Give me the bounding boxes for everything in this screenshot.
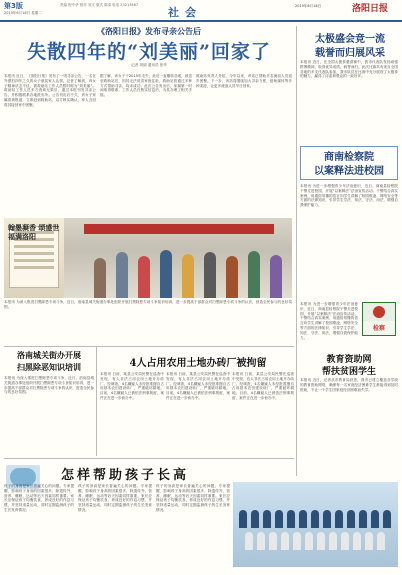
issue-date: 2019年6月18日 星期二	[4, 11, 42, 15]
right-meta: 2019年6月18日	[295, 4, 322, 8]
article-5-body: 本报讯 近日，记者从市教育局获悉，我市已建立覆盖各学段的教育资助网络，确保每一名家庭经济困难学生都能得到及时资助，不让一个学生因家庭经济困难而失学。	[300, 378, 398, 392]
students-photo	[233, 482, 398, 567]
lead-body-col3: 救助站负责人介绍，今年以来，该站已帮助多名流浪人员返乡团聚。下一步，该站将继续加大寻亲力度，借助媒体等多种渠道，让更多流浪人员早日回家。	[196, 74, 292, 88]
stamp-label: 检察	[372, 325, 385, 332]
article-5-title: 教育资助网	[326, 355, 372, 365]
article-6-title: 怎样帮助孩子长高	[60, 468, 189, 483]
article-4-title: 4人占用农用土地办砖厂被拘留	[129, 358, 267, 369]
lead-title: 失散四年的“刘美丽”回家了	[27, 41, 271, 63]
article-1-subtitle: 载誉而归展风采	[315, 48, 385, 59]
article-3-subtitle: 扫黑除恶知识培训	[17, 362, 81, 372]
header-bar	[0, 0, 402, 22]
article-4-body-col2: 本报讯 日前，某县公安局民警在巡查中发现，有人非法占用农用土地开办砖厂。经调查，4名嫌疑人未经批准擅自占用基本农田建设砖厂，严重破坏耕地。目前，4名嫌疑人已被依法刑事拘留，案件正在进一步侦办中。	[166, 372, 230, 400]
lead-byline: 记者 刘丽 通讯员 张华	[131, 63, 167, 67]
lead-kicker: 《洛阳日报》发布寻亲公告后	[97, 27, 201, 36]
article-5-subtitle: 帮扶贫困学生	[321, 367, 376, 377]
article-3-title: 洛南城关街办开展	[17, 350, 81, 360]
article-1-title: 太极盛会竞一流	[315, 34, 385, 45]
article-4-body-col1: 本报讯 日前，某县公安局民警在巡查中发现，有人非法占用农用土地开办砖厂。经调查，4名嫌疑人未经批准擅自占用基本农田建设砖厂，严重破坏耕地。目前，4名嫌疑人已被依法刑事拘留，案件正在进一步侦办中。	[100, 372, 164, 400]
lead-body-col1: 本报讯 近日，《洛阳日报》发布了一则寻亲公告，一名在外漂泊四年之久的女子被其家人认领。记者了解到，该女子精神状态不佳，被救助站工作人员暂时称为“刘美丽”。救助站工作人员多方查询无果后，通过本报刊发寻亲公告，并积极联系各地派出所。公告刊出后不久，该女子家属看到报道，立即赶到救助站，双方核实确认，家人含泪将其接回家中团聚。	[4, 74, 96, 107]
issue-number: 第3版	[4, 2, 23, 10]
masthead-logo: 洛阳日报	[352, 4, 389, 14]
article-6-body-col2: 孩子的身高是家长普遍关心的问题。专家提醒，影响孩子身高的因素很多，除遗传外，营养、睡眠、运动等后天因素同样重要。家长应保证孩子均衡饮食，养成良好的作息习惯，并坚持适量运动，同时定期监测孩子的生长发育情况。	[78, 484, 152, 512]
article-2-body-b: 本报讯 为进一步增强青少年法治意识，近日，商南县检察院干警走进校园，开展“以案释法”法治宣传活动。干警结合真实案例，用通俗易懂的语言向学生讲解了校园欺凌、网络安全等方面的法律知识，引导学生学法、知法、守法、用法，增强自我保护能力。	[300, 302, 358, 340]
editor-meta: 责编 程中华 校对 刘文 版式 陈清 电话 23213567	[60, 3, 139, 7]
section-title: 社会	[168, 6, 202, 19]
article-3-body: 本报讯 为深入推进扫黑除恶专项斗争，近日，洛南县城关街道办事处组织开展扫黑除恶专项斗争知识培训，进一步提高干部群众对扫黑除恶专项斗争的认识，营造全民参与的良好氛围。	[4, 376, 94, 395]
photo-caption-overlay: 翰墨凝香 颂盛世 福满洛阳	[8, 224, 60, 241]
red-banner	[84, 224, 274, 234]
article-4-body-col3: 本报讯 日前，某县公安局民警在巡查中发现，有人非法占用农用土地开办砖厂。经调查，4名嫌疑人未经批准擅自占用基本农田建设砖厂，严重破坏耕地。目前，4名嫌疑人已被依法刑事拘留，案件正在进一步侦办中。	[232, 372, 294, 400]
photo-caption-text: 本报讯 为深入推进扫黑除恶专项斗争，近日，洛南县城关街道办事处组织开展扫黑除恶专项斗争知识培训，进一步提高干部群众对扫黑除恶专项斗争的认识，营造全民参与的良好氛围。	[4, 300, 292, 309]
article-2-body-a: 本报讯 为进一步增强青少年法治意识，近日，商南县检察院干警走进校园，开展“以案释法”法治宣传活动。干警结合真实案例，用通俗易懂的语言向学生讲解了校园欺凌、网络安全等方面的法律知识，引导学生学法、知法、守法、用法，增强自我保护能力。	[300, 184, 398, 208]
article-6-body-col1: 孩子的身高是家长普遍关心的问题。专家提醒，影响孩子身高的因素很多，除遗传外，营养、睡眠、运动等后天因素同样重要。家长应保证孩子均衡饮食，养成良好的作息习惯，并坚持适量运动，同时定期监测孩子的生长发育情况。	[4, 484, 74, 512]
lead-body-col2: 据了解，该女子于2015年走失，此后一直辗转各地，被送至救助站后，因其无法说清家庭住址，救助站曾通过多种方式帮助寻亲，均未成功。此次公告发出后，家属第一时间取得联系，工作人员在核实信息后，为其办理了相关手续。	[100, 74, 192, 98]
procuratorate-stamp	[362, 302, 396, 336]
article-2-title: 商南检察院	[324, 152, 374, 163]
article-1-body: 本报讯 近日，在全国太极拳邀请赛中，我市代表队发扬顽强拼搏精神，取得优异成绩，载誉而归。此次比赛共有来自全国各地的多支代表队参加，我市队员在比赛中充分展现了太极拳的魅力，赢得了评委和观众的一致好评。	[300, 60, 398, 79]
article-6-body-col3: 孩子的身高是家长普遍关心的问题。专家提醒，影响孩子身高的因素很多，除遗传外，营养、睡眠、运动等后天因素同样重要。家长应保证孩子均衡饮食，养成良好的作息习惯，并坚持适量运动，同时定期监测孩子的生长发育情况。	[156, 484, 230, 512]
article-2-subtitle: 以案释法进校园	[314, 166, 384, 177]
procuratorate-emblem-icon	[373, 306, 385, 318]
